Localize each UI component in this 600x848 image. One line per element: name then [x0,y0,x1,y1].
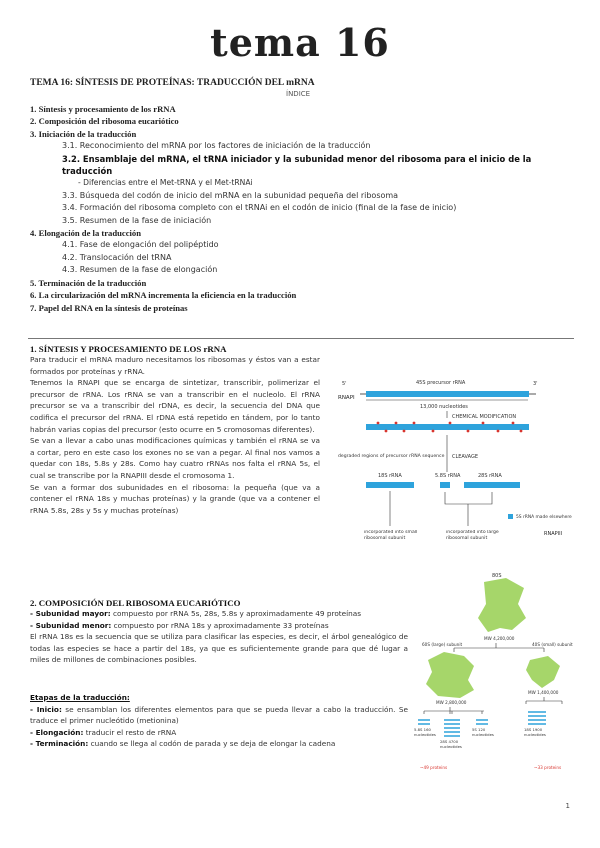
ribosome-80s-shape [478,578,526,632]
rrna-18s-bar [366,482,414,488]
stage-item: - Elongación: traducir el resto de rRNA [30,727,177,737]
divider [28,338,574,339]
degraded-label: degraded regions of precursor rRNA sequence [338,454,445,459]
minor-subunit-line: - Subunidad menor: compuesto por rRNA 18s y aproximadamente 33 proteínas [30,620,329,630]
page-title: tema 16 [210,20,390,65]
small-subunit-label: 40S (small) subunit [532,642,573,647]
rrna-58s-bar [440,482,450,488]
index-label: ÍNDICE [286,90,311,98]
small-mw-label: MW 1,400,000 [528,690,559,695]
toc-item: 3.5. Resumen de la fase de iniciación [62,215,212,225]
mw-whole-label: MW 4,200,000 [484,636,515,641]
rrna-58s-label: 5.8S rRNA [435,473,461,479]
large-subunit-shape [426,652,474,698]
paragraph: Se van a formar dos subunidades en el ribosoma: la pequeña (que va a contener el rRNA 18s y muchas proteínas) y la grande (que va a contener el rRNA 5.8s, 28s y 5s y muchas proteínas) [30,482,320,515]
toc-item: 4.1. Fase de elongación del polipéptido [62,240,219,250]
three-prime-label: 3' [533,381,538,387]
rrna-5s-marker [508,514,513,519]
document-header: TEMA 16: SÍNTESIS DE PROTEÍNAS: TRADUCCIÓN DEL mRNA [30,78,315,88]
small-18s-label: 18S 1900 nucleotides [524,728,546,737]
section-2 [30,598,408,666]
toc-item: 3.1. Reconocimiento del mRNA por los factores de iniciación de la traducción [62,141,371,151]
paragraph: Para traducir el mRNA maduro necesitamos los ribosomas y éstos van a estar formados por proteínas y rRNA. [30,355,320,376]
small-subunit-label: incorporated into small ribosomal subunit [364,530,418,541]
translation-stages [30,692,408,750]
toc-item: - Diferencias entre el Met-tRNA y el Met-tRNAi [78,178,253,188]
rrna-18s-label: 18S rRNA [378,473,402,479]
five-prime-label: 5' [342,381,347,387]
paragraph: Se van a llevar a cabo unas modificaciones químicas y también el rRNA se va a cortar, pero en este caso los exones no se van a pegar. Al final nos vamos a quedar con 18s, 5.8s y 28s. Como hay cuatro rRNAs nos falta el rRNA 5s, el cual se transcribe por la RNAPIII desde el cromosoma 1. [30,436,320,480]
large-5s-label: 5S 120 nucleotides [472,728,494,737]
stage-item: - Inicio: se ensamblan los diferentes elementos para que se pueda llevar a cabo la traducción. Se traduce el primer nucleótido (metionina) [30,704,408,726]
rrna-5s-label: 5S rRNA made elsewhere [516,515,572,520]
split-arrows [454,643,544,652]
precursor-label: 45S precursor rRNA [416,380,466,386]
paragraph: El rRNA 18s es la secuencia que se utiliza para clasificar las especies, es decir, el árbol genealógico de todas las especies se hace a partir del 18s, ya que es suficientemente grande para que dé lugar a miles de millones de combinaciones posibles. [30,632,408,665]
cleavage-label: CLEAVAGE [452,454,479,460]
rnapi-label: RNAPI [338,395,355,401]
table-of-contents [30,103,575,314]
major-subunit-line: - Subunidad mayor: compuesto por rRNA 5s, 28s, 5.8s y aproximadamente 49 proteínas [30,609,362,618]
stage-item: - Terminación: cuando se llega al codón de parada y se deja de elongar la cadena [30,739,336,749]
toc-item: 4.2. Translocación del tRNA [62,252,172,262]
toc-item: 6. La circularización del mRNA incrementa la eficiencia en la traducción [30,290,297,301]
large-subunit-label: 60S (large) subunit [422,642,463,647]
toc-item: 5. Terminación de la traducción [30,277,147,288]
rrna-28s-bar [464,482,520,488]
modified-rrna-bar [366,424,529,430]
section-heading: 1. SÍNTESIS Y PROCESAMIENTO DE LOS rRNA [30,344,227,354]
toc-item: 1. Síntesis y procesamiento de los rRNA [30,104,176,114]
rrna-28s-label: 28S rRNA [478,473,502,479]
toc-item: 3.2. Ensamblaje del mRNA, el tRNA iniciador y la subunidad menor del ribosoma para el inicio de la traducción [62,153,532,177]
ribosome-80s-label: 80S [492,573,502,579]
large-58s-label: 5.8S 160 nucleotides [414,728,436,737]
small-proteins-label: ~33 proteins [534,765,562,770]
large-split [424,707,484,714]
toc-item: 4.3. Resumen de la fase de elongación [62,265,218,275]
large-28s-label: 28S 4700 nucleotides [440,740,462,749]
ribosome-composition-diagram [414,568,584,778]
toc-item: 3.3. Búsqueda del codón de inicio del mRNA en la subunidad pequeña del ribosoma [62,190,399,200]
small-split [526,697,562,704]
large-subunit-label: incorporated into large ribosomal subunit [446,530,499,541]
toc-item: 4. Elongación de la traducción [30,228,142,239]
page-number: 1 [565,802,570,810]
toc-item: 2. Composición del ribosoma eucariótico [30,116,179,127]
stages-heading: Etapas de la traducción: [30,693,130,702]
large-mw-label: MW 2,800,000 [436,700,467,705]
bracket [445,492,492,526]
section-heading: 2. COMPOSICIÓN DEL RIBOSOMA EUCARIÓTICO [30,598,241,608]
chemical-modification-label: CHEMICAL MODIFICATION [452,414,517,420]
toc-item: 3. Iniciación de la traducción [30,128,137,139]
rrna-processing-diagram [338,378,578,558]
toc-item: 3.4. Formación del ribosoma completo con el tRNAi en el codón de inicio (final de la fase de inicio) [62,203,457,213]
small-subunit-shape [526,656,560,688]
section-1 [30,344,320,516]
precursor-rrna-bar [366,391,529,397]
rnapiii-label: RNAPIII [544,531,563,537]
nucleotides-label: 13,000 nucleotides [420,404,468,410]
large-proteins-label: ~49 proteins [420,765,448,770]
toc-item: 7. Papel del RNA en la síntesis de proteínas [30,302,188,313]
paragraph: Tenemos la RNAPI que se encarga de sintetizar, transcribir, polimerizar el precursor de rRNA. Los rRNA se van a transcribir en el nucleolo. El rRNA precursor se va a transcribir del rDNA, es decir, la secuencia del DNA que codifica el precursor del rRNA. El rDNA está repetido en tándem, por lo tanto habrán varias copias del precursor (esto ocurre en 5 cromosomas diferentes). [30,378,320,434]
